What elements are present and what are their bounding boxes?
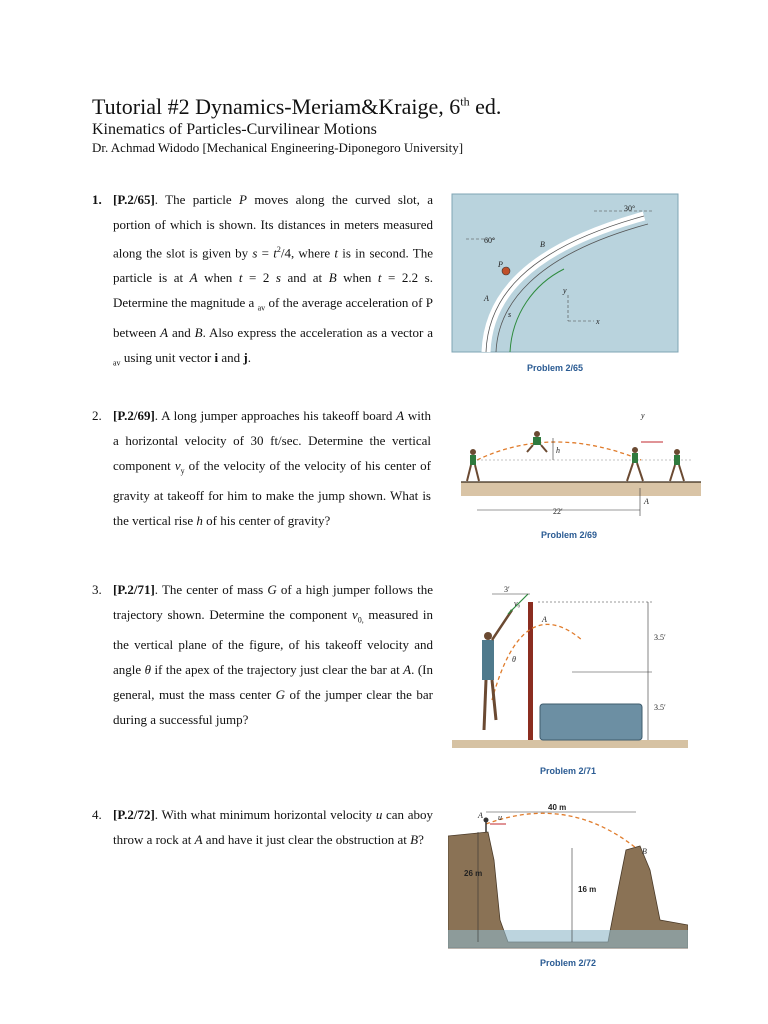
v0-label: v₀ bbox=[514, 599, 521, 608]
figure-caption: Problem 2/69 bbox=[541, 530, 598, 540]
dx-label: 3′ bbox=[504, 585, 510, 594]
axis-y-label: y bbox=[641, 411, 645, 420]
arc-s-label: s bbox=[508, 310, 512, 319]
velocity-u-label: u bbox=[498, 813, 502, 822]
floor bbox=[452, 740, 688, 748]
problem-3: 3. [P.2/71]. The center of mass G of a high jumper follows the trajectory shown. Determine the component $v_{0,}$ measured in the vertical plane of the figure, of his takeoff velocity and angle θ if the apex of the trajectory just clear the bar at A. (In general, must the mass center G of the jumper clear the bar during a successful jump? bbox=[113, 578, 433, 732]
figure-caption: Problem 2/65 bbox=[527, 363, 584, 373]
figure-problem-2-69 bbox=[441, 404, 703, 546]
board-a-label: A bbox=[644, 497, 649, 506]
problem-number: 4. bbox=[92, 807, 102, 822]
document-title: Tutorial #2 Dynamics-Meriam&Kraige, 6th ed. bbox=[92, 94, 502, 119]
problem-number: 3. bbox=[92, 582, 102, 597]
angle-60-label: 60° bbox=[484, 236, 496, 245]
figure-problem-2-65 bbox=[444, 189, 688, 377]
distance-label: 40 m bbox=[548, 803, 567, 812]
figure-caption: Problem 2/71 bbox=[540, 766, 597, 776]
point-p-label: P bbox=[498, 260, 503, 269]
particle-p bbox=[502, 267, 510, 275]
problem-number: 2. bbox=[92, 408, 102, 423]
distance-label: 22′ bbox=[553, 507, 563, 516]
point-b-label: B bbox=[642, 847, 647, 856]
water bbox=[448, 930, 688, 948]
figure-problem-2-72 bbox=[448, 800, 688, 972]
bar-a-label: A bbox=[542, 615, 547, 624]
height-26-label: 26 m bbox=[464, 869, 483, 878]
point-a-label: A bbox=[484, 294, 489, 303]
problem-id: [P.2/72] bbox=[113, 807, 155, 822]
axis-y-label: y bbox=[563, 286, 567, 295]
axis-x-label: x bbox=[596, 317, 600, 326]
problem-id: [P.2/69] bbox=[113, 408, 155, 423]
point-a-label: A bbox=[478, 811, 483, 820]
figure-background bbox=[441, 404, 703, 546]
height-16-label: 16 m bbox=[578, 885, 597, 894]
figure-caption: Problem 2/72 bbox=[540, 958, 597, 968]
angle-30-label: 30° bbox=[624, 204, 636, 213]
landing-mat bbox=[540, 704, 642, 740]
height-upper-label: 3.5′ bbox=[654, 633, 666, 642]
point-b-label: B bbox=[540, 240, 545, 249]
problem-1: 1. [P.2/65]. The particle P moves along the curved slot, a portion of which is shown. Its distances in meters measured along the slot is given by $s = t^2/4$, where t is in second. The particle is at A when t = 2 s and at B when t = 2.2 s. Determine the magnitude a $_{av}$ of the average acceleration of P between A and B. Also express the acceleration as a vector a $_{av}$ using unit vector i and j. bbox=[113, 188, 433, 376]
rise-h-label: h bbox=[556, 446, 560, 455]
theta-label: θ bbox=[512, 655, 516, 664]
document-author: Dr. Achmad Widodo [Mechanical Engineering-Diponegoro University] bbox=[92, 140, 464, 155]
document-subtitle: Kinematics of Particles-Curvilinear Motions bbox=[92, 121, 377, 138]
problem-number: 1. bbox=[92, 192, 102, 207]
figure-problem-2-71 bbox=[452, 580, 688, 780]
problem-2: 2. [P.2/69]. A long jumper approaches his takeoff board A with a horizontal velocity of 30 ft/sec. Determine the vertical component $v_y$ of the velocity of the velocity of his center of gravity at takeoff for him to make the jump shown. What is the vertical rise h of his center of gravity? bbox=[113, 404, 431, 534]
problem-id: [P.2/71] bbox=[113, 582, 155, 597]
problem-4: 4. [P.2/72]. With what minimum horizontal velocity u can aboy throw a rock at A and have it just clear the obstruction at B? bbox=[113, 803, 433, 853]
height-lower-label: 3.5′ bbox=[654, 703, 666, 712]
problem-id: [P.2/65] bbox=[113, 192, 155, 207]
high-jump-standard bbox=[528, 602, 533, 740]
runway bbox=[461, 482, 701, 496]
